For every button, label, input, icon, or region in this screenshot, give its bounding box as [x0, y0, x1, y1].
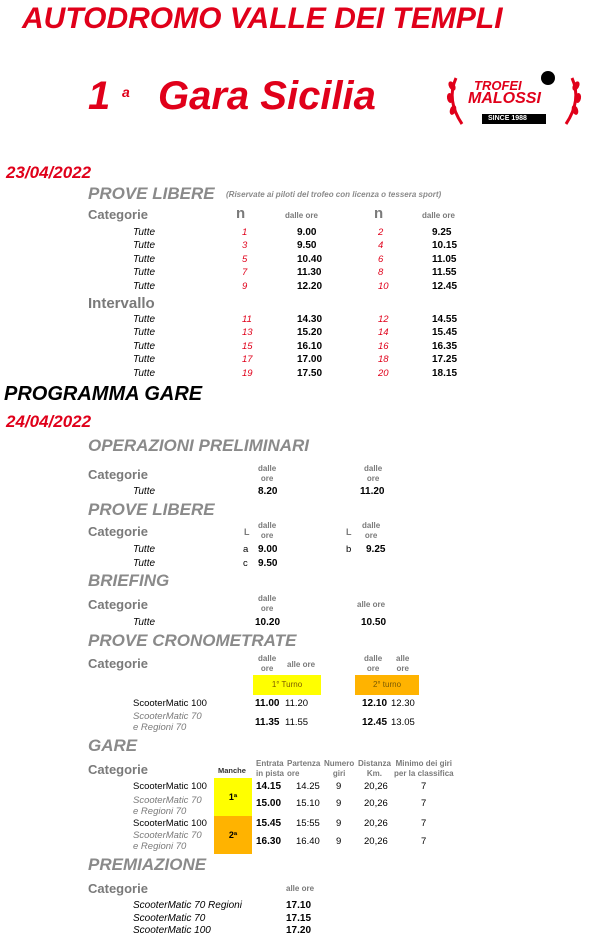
distanza-km: 20,26 [364, 781, 388, 792]
alle-ore-header: alle ore [357, 600, 386, 609]
time-value: 10.15 [432, 240, 458, 252]
session-number: 7 [242, 267, 248, 279]
partenza-time: 14.25 [296, 781, 320, 792]
time-value: 10.40 [297, 253, 323, 265]
row-category: ScooterMatic 100 [133, 698, 207, 709]
row-category: ScooterMatic 70 [133, 795, 202, 806]
time-value: 17.20 [286, 925, 312, 937]
l-header: L [244, 527, 250, 537]
dalle-ore-header: dalle ore [364, 654, 383, 673]
intervallo-label: Intervallo [88, 295, 155, 312]
session-number: 18 [378, 354, 389, 366]
session-number: 4 [378, 240, 384, 252]
partenza-time: 16.40 [296, 836, 320, 847]
manche1-badge: 1ª [214, 778, 252, 816]
logo-line1: TROFEI [474, 78, 522, 93]
minimo-giri: 7 [421, 798, 427, 809]
row-category: Tutte [133, 280, 156, 292]
time-value: 9.50 [258, 558, 278, 569]
categorie-label: Categorie [88, 524, 148, 539]
time-value: 12.45 [362, 717, 388, 728]
session-number: 10 [378, 280, 389, 292]
row-category: Tutte [133, 486, 156, 497]
session-number: 8 [378, 267, 384, 279]
row-category: ScooterMatic 70 [133, 912, 206, 924]
time-value: 14.55 [432, 314, 458, 325]
row-category: Tutte [133, 267, 156, 279]
time-value: 11.20 [285, 698, 309, 709]
time-value: 17.00 [297, 354, 323, 366]
time-value: 11.00 [255, 698, 280, 709]
race-number: 1 [88, 74, 111, 118]
session-number: 13 [242, 327, 253, 339]
time-value: 15.20 [297, 327, 323, 339]
numero-giri: 9 [336, 781, 342, 792]
time-value: 9.00 [297, 227, 317, 238]
row-category: e Regioni 70 [133, 806, 187, 817]
categorie-label: Categorie [88, 467, 148, 482]
race-number-sup: a [122, 84, 130, 100]
minimo-giri: 7 [421, 781, 427, 792]
session-number: 14 [378, 327, 389, 339]
row-category: e Regioni 70 [133, 841, 187, 852]
logo-line3: SINCE 1988 [488, 115, 527, 122]
time-value: 10.20 [255, 617, 281, 628]
distanza-km: 20,26 [364, 818, 388, 829]
time-value: 11.05 [432, 253, 457, 265]
logo-line2: MALOSSI [468, 90, 541, 107]
dalle-ore-header: dalle ore [362, 521, 381, 540]
date-day2: 24/04/2022 [6, 412, 92, 431]
distanza-header: Distanza Km. [358, 759, 391, 778]
time-value: 9.50 [297, 240, 317, 252]
turno1-badge: 1° Turno [253, 675, 321, 695]
session-number: 3 [242, 240, 248, 252]
time-value: 11.55 [285, 717, 309, 728]
section-prove-libere-1: PROVE LIBERE [88, 184, 215, 203]
partenza-time: 15.10 [296, 798, 320, 809]
distanza-km: 20,26 [364, 798, 388, 809]
categorie-label: Categorie [88, 597, 148, 612]
section-premiazione: PREMIAZIONE [88, 855, 207, 874]
time-value: 9.25 [432, 227, 452, 238]
time-value: 15.45 [432, 327, 458, 339]
programma-title: PROGRAMMA GARE [4, 383, 203, 405]
dalle-ore-header: dalle ore [258, 521, 277, 540]
session-number: 11 [242, 314, 252, 325]
row-category: ScooterMatic 70 Regioni [133, 900, 242, 911]
row-category: Tutte [133, 253, 156, 265]
row-category: ScooterMatic 70 [133, 711, 202, 722]
time-value: 12.45 [432, 280, 458, 292]
time-value: 12.20 [297, 280, 323, 292]
time-value: 12.30 [391, 698, 415, 709]
row-category: Tutte [133, 327, 156, 339]
manche-header: Manche [218, 766, 246, 775]
row-category: ScooterMatic 100 [133, 818, 207, 829]
dalle-ore-header-1: dalle ore [285, 211, 318, 220]
row-category: Tutte [133, 240, 156, 252]
time-value: 11.30 [297, 267, 322, 279]
time-value: 11.35 [255, 717, 280, 728]
alle-ore-header: alle ore [287, 660, 316, 669]
page-title: AUTODROMO VALLE DEI TEMPLI [22, 2, 503, 35]
dalle-ore-header: dalle ore [258, 464, 277, 483]
dalle-ore-header: dalle ore [258, 594, 277, 613]
row-category: Tutte [133, 367, 156, 379]
session-number: 17 [242, 354, 253, 366]
session-number: 9 [242, 280, 248, 292]
row-category: Tutte [133, 354, 156, 366]
distanza-km: 20,26 [364, 836, 388, 847]
time-value: 11.55 [432, 267, 457, 279]
session-letter: b [346, 544, 352, 555]
numero-giri: 9 [336, 818, 342, 829]
categorie-label: Categorie [88, 207, 148, 222]
session-number: 19 [242, 367, 253, 379]
dalle-ore-header: dalle ore [258, 654, 277, 673]
date-day1: 23/04/2022 [6, 163, 92, 182]
row-category: ScooterMatic 70 [133, 830, 202, 841]
time-value: 9.00 [258, 544, 278, 555]
session-number: 15 [242, 340, 253, 352]
section-operazioni: OPERAZIONI PRELIMINARI [88, 436, 310, 455]
time-value: 17.50 [297, 367, 323, 379]
categorie-label: Categorie [88, 881, 148, 896]
session-number: 2 [378, 227, 384, 238]
session-number: 16 [378, 340, 389, 352]
partenza-header: Partenza ore [287, 759, 321, 778]
trofei-malossi-logo [444, 70, 584, 130]
session-letter: a [243, 544, 249, 555]
row-category: Tutte [133, 544, 156, 555]
turno2-badge: 2° turno [355, 675, 419, 695]
row-category: Tutte [133, 558, 156, 569]
row-category: Tutte [133, 314, 156, 325]
section-briefing: BRIEFING [88, 571, 170, 590]
row-category: ScooterMatic 100 [133, 781, 207, 792]
time-value: 14.30 [297, 314, 323, 325]
time-value: 13.05 [391, 717, 415, 728]
entrata-header: Entrata in pista [256, 759, 285, 778]
session-number: 6 [378, 253, 384, 265]
row-category: Tutte [133, 227, 156, 238]
categorie-label: Categorie [88, 762, 148, 777]
section-prove-libere-2: PROVE LIBERE [88, 500, 215, 519]
time-value: 12.10 [362, 698, 388, 709]
numero-giri-header: Numero giri [324, 759, 355, 778]
session-letter: c [243, 558, 248, 569]
partenza-time: 15:55 [296, 818, 320, 829]
time-value: 16.35 [432, 340, 458, 352]
time-value: 10.50 [361, 617, 387, 628]
manche2-badge: 2ª [214, 816, 252, 854]
time-value: 17.15 [286, 912, 312, 924]
dalle-ore-header: dalle ore [364, 464, 383, 483]
row-category: Tutte [133, 340, 156, 352]
time-value: 9.25 [366, 544, 386, 555]
entrata-time: 15.00 [256, 798, 282, 809]
entrata-time: 14.15 [256, 781, 282, 792]
session-number: 1 [242, 227, 248, 238]
session-number: 12 [378, 314, 389, 325]
alle-ore-header: alle ore [396, 654, 410, 673]
time-value: 18.15 [432, 367, 458, 379]
n-header-2: n [374, 205, 384, 222]
time-value: 17.25 [432, 354, 458, 366]
time-value: 8.20 [258, 486, 278, 497]
prove-libere-note: (Riservate ai piloti del trofeo con licenza o tessera sport) [226, 190, 442, 199]
session-number: 20 [378, 367, 389, 379]
session-number: 5 [242, 253, 248, 265]
categorie-label: Categorie [88, 656, 148, 671]
minimo-giri: 7 [421, 818, 427, 829]
dalle-ore-header-2: dalle ore [422, 211, 455, 220]
time-value: 17.10 [286, 900, 312, 911]
n-header-1: n [236, 205, 246, 222]
row-category: ScooterMatic 100 [133, 925, 211, 937]
minimo-giri: 7 [421, 836, 427, 847]
entrata-time: 16.30 [256, 836, 282, 847]
l-header: L [346, 527, 352, 537]
race-name: Gara Sicilia [158, 74, 376, 118]
minimo-giri-header: Minimo dei giri per la classifica [394, 759, 454, 778]
numero-giri: 9 [336, 798, 342, 809]
alle-ore-header: alle ore [286, 884, 315, 893]
section-crono: PROVE CRONOMETRATE [88, 631, 297, 650]
row-category: Tutte [133, 617, 156, 628]
row-category: e Regioni 70 [133, 722, 187, 733]
numero-giri: 9 [336, 836, 342, 847]
entrata-time: 15.45 [256, 818, 282, 829]
section-gare: GARE [88, 736, 138, 755]
time-value: 11.20 [360, 486, 385, 497]
time-value: 16.10 [297, 340, 323, 352]
